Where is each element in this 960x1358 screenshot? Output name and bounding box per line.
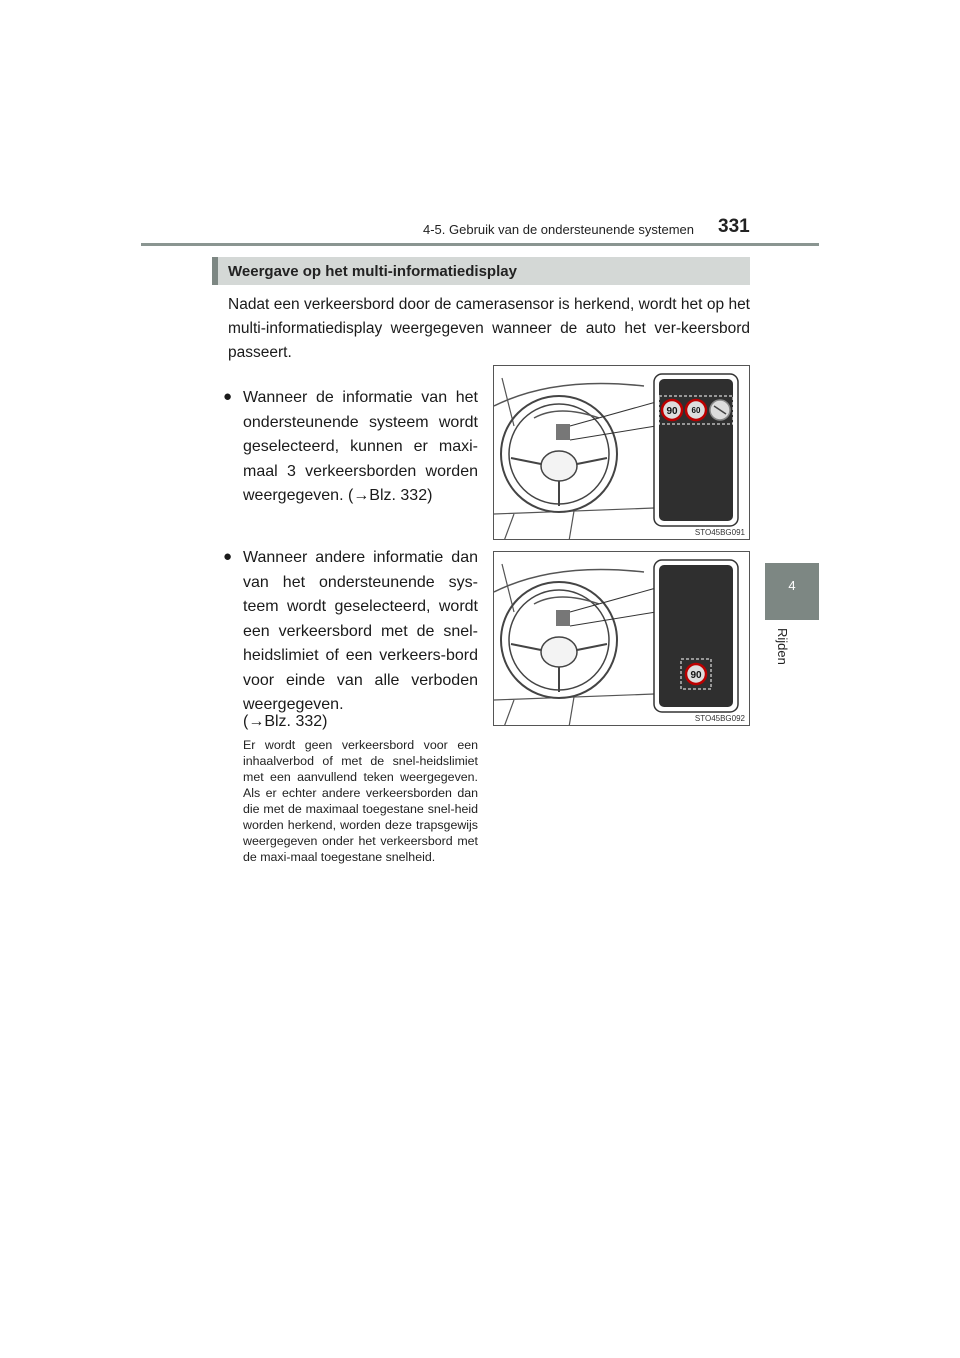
bullet-text-1: Wanneer de informatie van het ondersteunende systeem wordt geselecteerd, kunnen er maxi-maal 3 verkeersborden worden weergegeven. (→Blz. 332) xyxy=(243,389,478,504)
bullet-marker: ● xyxy=(223,388,233,405)
sign-speed-90: 90 xyxy=(666,406,678,417)
intro-paragraph: Nadat een verkeersbord door de camerasensor is herkend, wordt het op het multi-informatiedisplay weergegeven wanneer de auto het ver-keersbord passeert. xyxy=(228,296,750,361)
figure-dashboard-single-sign xyxy=(493,551,750,726)
bullet-marker: ● xyxy=(223,548,233,565)
sign-speed-90: 90 xyxy=(690,670,702,681)
bullet-ref-2: (→Blz. 332) xyxy=(243,713,328,730)
section-title: Weergave op het multi-informatiedisplay xyxy=(228,263,517,280)
sign-speed-60: 60 xyxy=(691,406,701,415)
dashboard-illustration xyxy=(494,552,750,726)
figure-dashboard-three-signs xyxy=(493,365,750,540)
running-header-section: 4-5. Gebruik van de ondersteunende systemen xyxy=(423,222,695,237)
section-heading-accent xyxy=(212,257,218,285)
header-divider xyxy=(141,243,819,246)
chapter-tab-label: Rijden xyxy=(775,628,790,665)
note-paragraph: Er wordt geen verkeersbord voor een inhaalverbod of met de snel-heidslimiet met een aanvullend teken weergegeven. Als er echter andere verkeersborden dan die met de maximaal toegestane snel-heid worden herkend, worden deze trapsgewijs weergegeven onder het verkeersbord met de maxi-maal toegestane snelheid. xyxy=(243,738,478,864)
chapter-tab-number: 4 xyxy=(788,578,796,593)
page-number: 331 xyxy=(718,216,750,237)
bullet-text-2: Wanneer andere informatie dan van het ondersteunende sys-teem wordt geselecteerd, wordt een verkeersbord met de snel-heidslimiet of een verkeers-bord voor einde van alle verboden weergegeven. xyxy=(243,549,478,713)
figure-code: STO45BG092 xyxy=(694,714,745,723)
figure-code: STO45BG091 xyxy=(694,528,745,537)
dashboard-illustration xyxy=(494,366,750,540)
